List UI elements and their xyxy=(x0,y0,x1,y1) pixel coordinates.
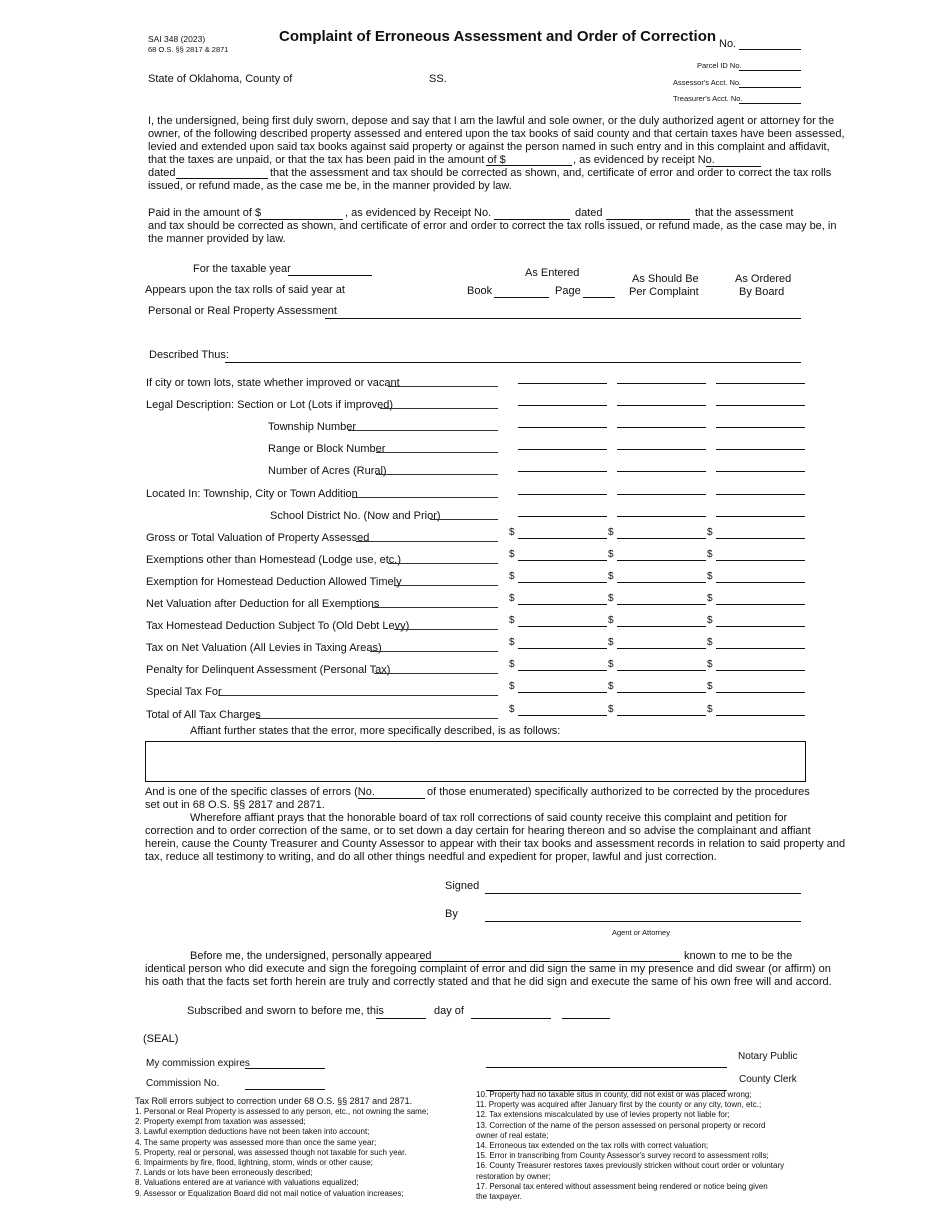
affidavit-line-6: issued, or refund made, as the case me be, in the manner provided by law. xyxy=(148,180,512,192)
footnote-item: 13. Correction of the name of the person assessed on personal property or record xyxy=(476,1120,766,1130)
row-leader xyxy=(394,629,498,630)
as-ordered-field[interactable] xyxy=(716,560,805,561)
row-leader xyxy=(370,651,498,652)
col-should-be-2: Per Complaint xyxy=(629,286,699,298)
as-should-be-field[interactable] xyxy=(617,648,706,649)
statute-reference: 68 O.S. §§ 2817 & 2871 xyxy=(148,45,229,54)
seal-label: (SEAL) xyxy=(143,1033,179,1045)
by-field[interactable] xyxy=(485,921,801,922)
assessment-row-label: Township Number xyxy=(268,421,357,433)
as-ordered-field[interactable] xyxy=(716,692,805,693)
row-leader xyxy=(380,408,498,409)
as-entered-field[interactable] xyxy=(518,449,607,450)
as-should-be-field[interactable] xyxy=(617,538,706,539)
wherefore-1: Wherefore affiant prays that the honorable board of tax roll corrections of said county receive this complaint and petition for xyxy=(190,812,788,824)
class-label-a: And is one of the specific classes of errors (No. xyxy=(145,786,375,798)
as-should-be-field[interactable] xyxy=(617,626,706,627)
affidavit-line-5a: dated xyxy=(148,167,176,179)
dollar-sign: $ xyxy=(608,593,614,604)
row-leader xyxy=(376,452,498,453)
affidavit-line-3: levied and extended upon said tax books against said property or against the person named in such entry and in this complaint and affidavit, xyxy=(148,141,830,153)
footnote-item: 14. Erroneous tax extended on the tax rolls with correct valuation; xyxy=(476,1141,709,1150)
dollar-sign: $ xyxy=(707,681,713,692)
personal-real-field[interactable] xyxy=(325,318,801,319)
paid-line-3: the manner provided by law. xyxy=(148,233,286,245)
affidavit-line-5b: that the assessment and tax should be corrected as shown, and, certificate of error and order to correct the tax rolls xyxy=(270,167,832,179)
year-field[interactable] xyxy=(562,1018,610,1019)
footnote-item: 5. Property, real or personal, was assessed though not taxable for such year. xyxy=(135,1147,407,1157)
appears-label: Appears upon the tax rolls of said year at xyxy=(145,284,345,296)
error-description-box[interactable] xyxy=(145,741,806,782)
footnote-item: restoration by owner; xyxy=(476,1171,551,1181)
dollar-sign: $ xyxy=(608,681,614,692)
assessment-row-label: Net Valuation after Deduction for all Exemptions xyxy=(146,598,380,610)
row-leader xyxy=(356,541,498,542)
notary-public-label: Notary Public xyxy=(738,1051,798,1062)
footnote-item: 11. Property was acquired after January first by the county or any city, town, etc.; xyxy=(476,1100,762,1110)
dollar-sign: $ xyxy=(707,659,713,670)
as-entered-field[interactable] xyxy=(518,715,607,716)
row-leader xyxy=(430,519,498,520)
as-ordered-field[interactable] xyxy=(716,582,805,583)
dollar-sign: $ xyxy=(608,571,614,582)
dollar-sign: $ xyxy=(509,681,515,692)
as-should-be-field[interactable] xyxy=(617,449,706,450)
signed-label: Signed xyxy=(445,880,480,892)
dollar-sign: $ xyxy=(509,549,515,560)
footnote-item: 8. Valuations entered are at variance with valuations equalized; xyxy=(135,1178,359,1188)
as-entered-field[interactable] xyxy=(518,626,607,627)
by-label: By xyxy=(445,908,458,920)
as-should-be-field[interactable] xyxy=(617,582,706,583)
dollar-sign: $ xyxy=(509,571,515,582)
assessment-row-label: School District No. (Now and Prior) xyxy=(270,510,441,522)
as-should-be-field[interactable] xyxy=(617,427,706,428)
as-should-be-field[interactable] xyxy=(617,405,706,406)
as-ordered-field[interactable] xyxy=(716,626,805,627)
assessment-label: that the assessment xyxy=(695,207,794,219)
footnote-item: 15. Error in transcribing from County Assessor's survey record to assessment rolls; xyxy=(476,1151,769,1161)
assessor-acct-label: Assessor's Acct. No. xyxy=(673,78,742,87)
treasurer-acct-field[interactable] xyxy=(739,103,801,104)
as-should-be-field[interactable] xyxy=(617,715,706,716)
footnote-item: 7. Lands or lots have been erroneously described; xyxy=(135,1168,313,1178)
footnote-item: 16. County Treasurer restores taxes previously stricken without court order or voluntary xyxy=(476,1161,785,1171)
dollar-sign: $ xyxy=(707,527,713,538)
dollar-sign: $ xyxy=(707,549,713,560)
as-ordered-field[interactable] xyxy=(716,715,805,716)
as-ordered-field[interactable] xyxy=(716,604,805,605)
ss-label: SS. xyxy=(429,73,447,85)
class-label-b: of those enumerated) specifically authorized to be corrected by the procedures xyxy=(427,786,810,798)
col-as-entered: As Entered xyxy=(525,267,580,279)
as-ordered-field[interactable] xyxy=(716,670,805,671)
as-ordered-field[interactable] xyxy=(716,494,805,495)
as-ordered-field[interactable] xyxy=(716,427,805,428)
footnote-item: the taxpayer. xyxy=(476,1192,522,1201)
dollar-sign: $ xyxy=(707,615,713,626)
assessment-row-label: Exemption for Homestead Deduction Allowed Timely xyxy=(146,576,402,588)
as-should-be-field[interactable] xyxy=(617,670,706,671)
footnote-item: 9. Assessor or Equalization Board did not mail notice of valuation increases; xyxy=(135,1188,404,1198)
dollar-sign: $ xyxy=(509,615,515,626)
notary-signature-field[interactable] xyxy=(486,1067,727,1068)
footnote-item: 4. The same property was assessed more than once the same year; xyxy=(135,1137,377,1147)
form-number-field[interactable] xyxy=(739,49,801,50)
dated-field-1[interactable] xyxy=(176,178,268,179)
footnote-item: 3. Lawful exemption deductions have not been taken into account; xyxy=(135,1127,370,1137)
assessment-row-label: Gross or Total Valuation of Property Assessed xyxy=(146,532,370,544)
as-ordered-field[interactable] xyxy=(716,449,805,450)
paid-amount-label: Paid in the amount of $ xyxy=(148,207,262,219)
as-ordered-field[interactable] xyxy=(716,471,805,472)
unpaid-amount-field[interactable] xyxy=(486,165,572,166)
affidavit-line-4b: , as evidenced by receipt No. xyxy=(573,154,715,166)
dollar-sign: $ xyxy=(707,571,713,582)
dollar-sign: $ xyxy=(608,527,614,538)
assessment-row-label: Located In: Township, City or Town Addition xyxy=(146,488,358,500)
treasurer-acct-label: Treasurer's Acct. No. xyxy=(673,94,743,103)
as-entered-field[interactable] xyxy=(518,383,607,384)
as-entered-field[interactable] xyxy=(518,604,607,605)
as-should-be-field[interactable] xyxy=(617,494,706,495)
as-should-be-field[interactable] xyxy=(617,516,706,517)
appeared-name-field[interactable] xyxy=(418,961,680,962)
footnote-item: 12. Tax extensions miscalculated by use of levies property not liable for; xyxy=(476,1110,730,1120)
dollar-sign: $ xyxy=(707,704,713,715)
subscribed-day-field[interactable] xyxy=(376,1018,426,1019)
footnote-item: 17. Personal tax entered without assessment being rendered or notice being given xyxy=(476,1181,768,1191)
error-class-no-field[interactable] xyxy=(358,798,425,799)
assessment-row-label: Special Tax For xyxy=(146,686,222,698)
footnote-item: 6. Impairments by fire, flood, lightning, storm, winds or other cause; xyxy=(135,1158,373,1167)
page-field[interactable] xyxy=(583,297,615,298)
dollar-sign: $ xyxy=(509,527,515,538)
assessment-row-label: Number of Acres (Rural) xyxy=(268,465,387,477)
row-leader xyxy=(348,430,498,431)
as-should-be-field[interactable] xyxy=(617,471,706,472)
as-ordered-field[interactable] xyxy=(716,383,805,384)
as-entered-field[interactable] xyxy=(518,692,607,693)
row-leader xyxy=(256,718,498,719)
form-title: Complaint of Erroneous Assessment and Order of Correction xyxy=(279,28,717,45)
as-entered-field[interactable] xyxy=(518,494,607,495)
commission-no-label: Commission No. xyxy=(146,1078,220,1089)
county-clerk-label: County Clerk xyxy=(739,1074,797,1085)
row-leader xyxy=(394,585,498,586)
assessment-row-label: Penalty for Delinquent Assessment (Personal Tax) xyxy=(146,664,391,676)
col-ordered-2: By Board xyxy=(739,286,785,298)
subscribed-label: Subscribed and sworn to before me, this xyxy=(187,1005,384,1017)
assessment-row-label: Legal Description: Section or Lot (Lots if improved) xyxy=(146,399,394,411)
dollar-sign: $ xyxy=(608,637,614,648)
described-field[interactable] xyxy=(225,362,801,363)
dollar-sign: $ xyxy=(608,615,614,626)
row-leader xyxy=(352,497,498,498)
as-entered-field[interactable] xyxy=(518,427,607,428)
commission-no-field[interactable] xyxy=(245,1089,325,1090)
page-label: Page xyxy=(555,285,581,297)
as-ordered-field[interactable] xyxy=(716,516,805,517)
as-entered-field[interactable] xyxy=(518,405,607,406)
as-should-be-field[interactable] xyxy=(617,692,706,693)
affidavit-line-4a: that the taxes are unpaid, or that the tax has been paid in the amount of $ xyxy=(148,154,506,166)
before-me-line-2: identical person who did execute and sign the foregoing complaint of error and did sign the same in my presence and did swear (or affirm) on xyxy=(145,963,831,975)
parcel-id-field[interactable] xyxy=(739,70,801,71)
as-should-be-field[interactable] xyxy=(617,383,706,384)
parcel-id-label: Parcel ID No. xyxy=(697,61,742,70)
footnote-item: 10. Property had no taxable situs in county, did not exist or was placed wrong; xyxy=(476,1090,752,1099)
row-leader xyxy=(372,607,498,608)
as-ordered-field[interactable] xyxy=(716,538,805,539)
as-should-be-field[interactable] xyxy=(617,560,706,561)
as-ordered-field[interactable] xyxy=(716,648,805,649)
month-field[interactable] xyxy=(471,1018,551,1019)
as-entered-field[interactable] xyxy=(518,648,607,649)
day-of-label: day of xyxy=(434,1005,464,1017)
footnote-item: 2. Property exempt from taxation was assessed; xyxy=(135,1117,306,1127)
dated-label-2: dated xyxy=(575,207,603,219)
dollar-sign: $ xyxy=(608,659,614,670)
wherefore-2: correction and to order correction of the same, or to set down a day certain for hearing thereon and so advise the complainant and affiant xyxy=(145,825,811,837)
personal-real-label: Personal or Real Property Assessment xyxy=(148,305,337,317)
book-field[interactable] xyxy=(494,297,549,298)
affidavit-line-2: owner, of the following described property assessed and entered upon the tax books of said county and that certain taxes have been assessed, xyxy=(148,128,845,140)
footnote-item: 1. Personal or Real Property is assessed to any person, etc., not owning the same; xyxy=(135,1107,429,1116)
assessment-row-label: Tax Homestead Deduction Subject To (Old Debt Levy) xyxy=(146,620,410,632)
as-entered-field[interactable] xyxy=(518,516,607,517)
described-label: Described Thus: xyxy=(149,349,229,361)
row-leader xyxy=(388,386,498,387)
before-me-b: known to me to be the xyxy=(684,950,793,962)
as-entered-field[interactable] xyxy=(518,538,607,539)
assessment-row-label: Total of All Tax Charges xyxy=(146,709,261,721)
class-line-2: set out in 68 O.S. §§ 2817 and 2871. xyxy=(145,799,325,811)
as-entered-field[interactable] xyxy=(518,471,607,472)
commission-expires-label: My commission expires xyxy=(146,1058,250,1069)
book-label: Book xyxy=(467,285,493,297)
taxable-year-field[interactable] xyxy=(288,275,372,276)
dollar-sign: $ xyxy=(509,637,515,648)
taxable-year-label: For the taxable year xyxy=(193,263,291,275)
receipt-label: , as evidenced by Receipt No. xyxy=(345,207,492,219)
row-leader xyxy=(374,673,498,674)
row-leader xyxy=(388,563,498,564)
dollar-sign: $ xyxy=(509,593,515,604)
as-entered-field[interactable] xyxy=(518,670,607,671)
assessor-acct-field[interactable] xyxy=(739,87,801,88)
as-entered-field[interactable] xyxy=(518,560,607,561)
commission-expires-field[interactable] xyxy=(245,1068,325,1069)
col-should-be-1: As Should Be xyxy=(632,273,699,285)
wherefore-4: tax, reduce all testimony to writing, and do all other things needful and expedient for proper, lawful and just correction. xyxy=(145,851,717,863)
assessment-row-label: Exemptions other than Homestead (Lodge use, etc.) xyxy=(146,554,401,566)
before-me-line-3: his oath that the facts set forth herein are truly and correctly stated and that he did sign and execute the same of his own free will and accord. xyxy=(145,976,832,988)
dollar-sign: $ xyxy=(608,704,614,715)
before-me-a: Before me, the undersigned, personally appeared xyxy=(190,950,432,962)
assessment-row-label: Tax on Net Valuation (All Levies in Taxing Areas) xyxy=(146,642,382,654)
form-number-label: No. xyxy=(719,38,737,50)
row-leader xyxy=(376,474,498,475)
as-entered-field[interactable] xyxy=(518,582,607,583)
signed-field[interactable] xyxy=(485,893,801,894)
col-ordered-1: As Ordered xyxy=(735,273,792,285)
assessment-row-label: If city or town lots, state whether improved or vacant xyxy=(146,377,400,389)
form-code: SAI 348 (2023) xyxy=(148,34,206,44)
paid-line-2: and tax should be corrected as shown, and certificate of error and order to correct the tax rolls issued, or refund made, as the case may be, in xyxy=(148,220,837,232)
dollar-sign: $ xyxy=(707,637,713,648)
agent-attorney-label: Agent or Attorney xyxy=(612,928,670,937)
dollar-sign: $ xyxy=(509,659,515,670)
assessment-row-label: Range or Block Number xyxy=(268,443,386,455)
wherefore-3: herein, cause the County Treasurer and County Assessor to appear with their tax books and assessment records in relation to said property and xyxy=(145,838,846,850)
row-leader xyxy=(218,695,498,696)
dollar-sign: $ xyxy=(608,549,614,560)
as-ordered-field[interactable] xyxy=(716,405,805,406)
affidavit-line-1: I, the undersigned, being first duly sworn, depose and say that I am the lawful and sole owner, or the duly authorized agent or attorney for the xyxy=(148,115,835,127)
dollar-sign: $ xyxy=(509,704,515,715)
footnotes-heading: Tax Roll errors subject to correction under 68 O.S. §§ 2817 and 2871. xyxy=(135,1096,413,1106)
footnote-item: owner of real estate; xyxy=(476,1130,549,1140)
state-county-label: State of Oklahoma, County of xyxy=(148,73,293,85)
affiant-states-label: Affiant further states that the error, more specifically described, is as follows: xyxy=(190,725,561,737)
as-should-be-field[interactable] xyxy=(617,604,706,605)
dollar-sign: $ xyxy=(707,593,713,604)
